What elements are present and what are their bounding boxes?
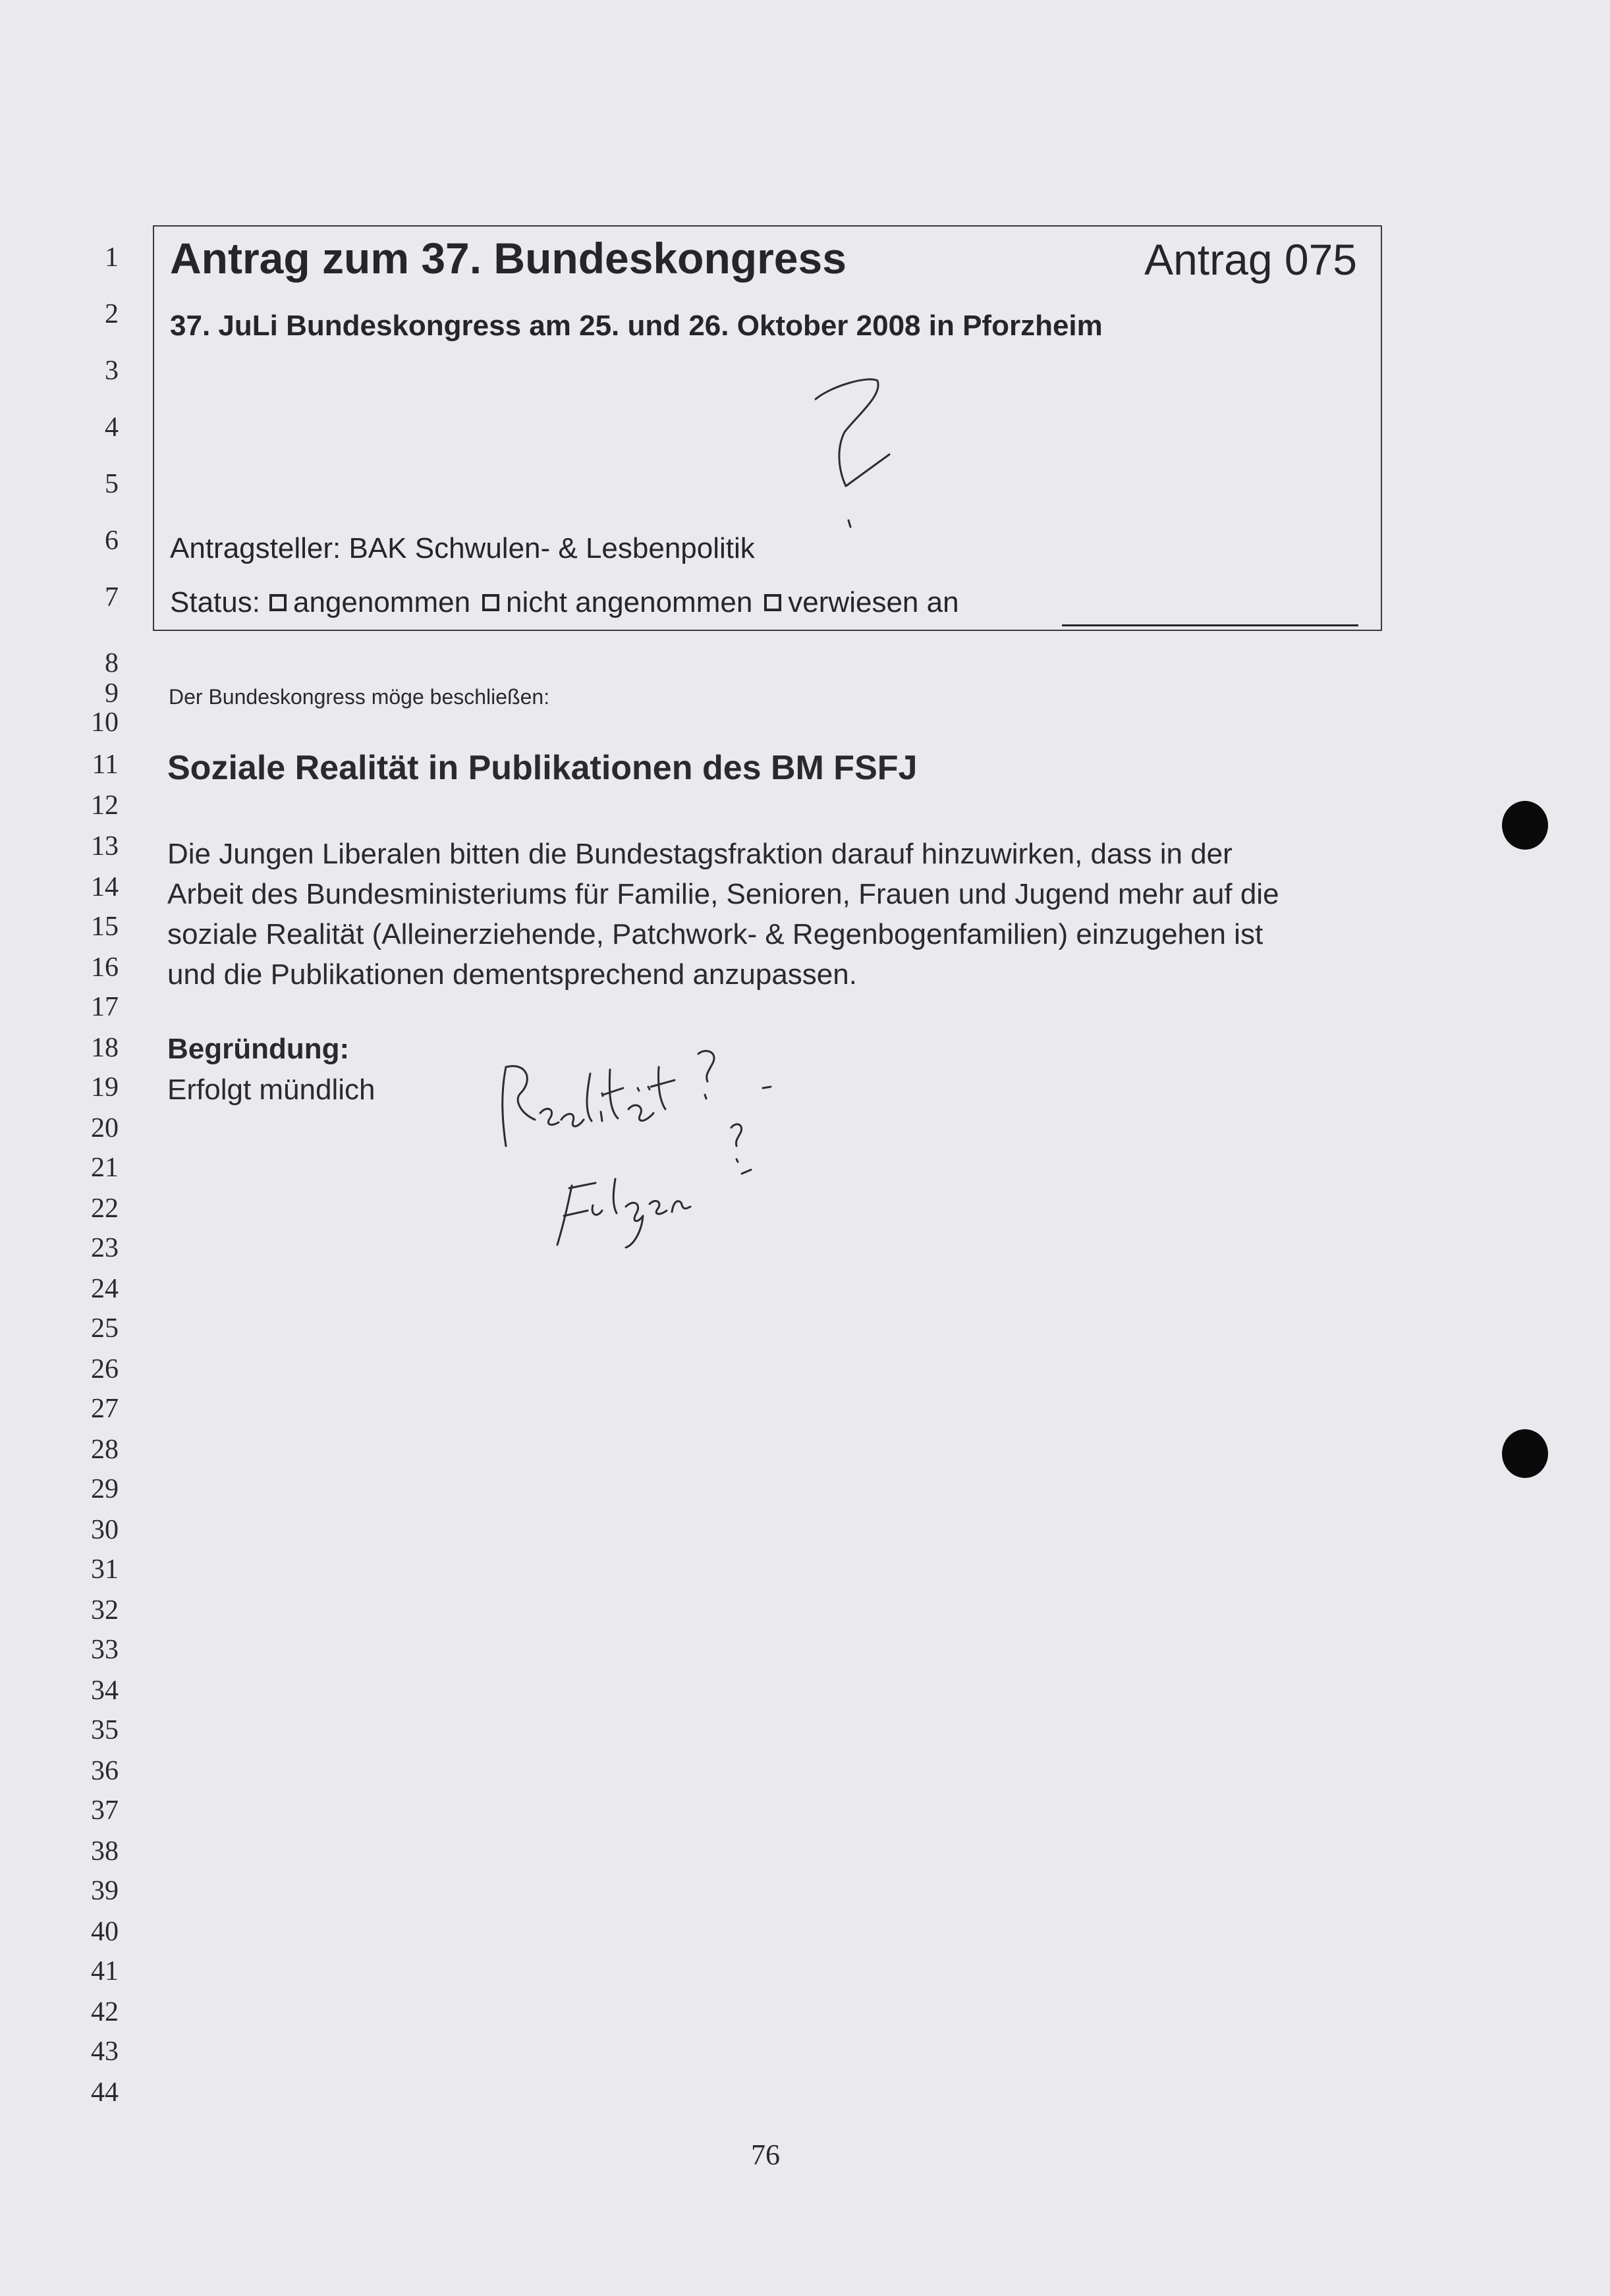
line-number: 15 <box>91 912 119 942</box>
line-number: 41 <box>91 1956 119 1986</box>
line-number: 37 <box>91 1795 119 1826</box>
line-number: 10 <box>91 707 119 738</box>
line-number: 33 <box>91 1635 119 1665</box>
handwriting-realitaet <box>503 1051 714 1146</box>
handwritten-mark <box>763 1087 771 1088</box>
line-number: 17 <box>91 992 119 1022</box>
reason-text: Erfolgt mündlich <box>167 1074 375 1106</box>
header-subtitle: 37. JuLi Bundeskongress am 25. und 26. Oktober 2008 in Pforzheim <box>170 310 1103 342</box>
line-number: 34 <box>91 1676 119 1706</box>
line-number: 36 <box>91 1756 119 1786</box>
line-number: 5 <box>105 469 119 499</box>
line-number: 21 <box>91 1153 119 1183</box>
resolution-intro: Der Bundeskongress möge beschließen: <box>169 685 550 709</box>
line-number: 9 <box>105 678 119 709</box>
line-number: 24 <box>91 1274 119 1304</box>
line-number: 13 <box>91 831 119 861</box>
line-number: 43 <box>91 2036 119 2067</box>
motion-number: Antrag 075 <box>1144 235 1357 284</box>
line-number: 27 <box>91 1394 119 1424</box>
punch-hole-top <box>1502 801 1548 850</box>
body-line: und die Publikationen dementsprechend anzupassen. <box>167 958 857 991</box>
line-number: 25 <box>91 1313 119 1344</box>
line-number: 1 <box>105 242 119 273</box>
status-option-accepted: angenommen <box>292 586 471 618</box>
line-number: 35 <box>91 1715 119 1745</box>
line-number: 3 <box>105 356 119 386</box>
line-number: 7 <box>105 582 119 613</box>
line-number: 22 <box>91 1193 119 1224</box>
line-number: 31 <box>91 1554 119 1585</box>
line-number: 29 <box>91 1474 119 1504</box>
line-number: 19 <box>91 1072 119 1103</box>
body-line: Die Jungen Liberalen bitten die Bundestagsfraktion darauf hinzuwirken, dass in der <box>167 838 1233 870</box>
line-number: 6 <box>105 526 119 556</box>
line-number: 16 <box>91 952 119 983</box>
line-number: 14 <box>91 872 119 902</box>
line-number: 42 <box>91 1997 119 2027</box>
line-number: 18 <box>91 1033 119 1063</box>
line-number: 30 <box>91 1515 119 1545</box>
line-number: 2 <box>105 299 119 329</box>
line-number: 32 <box>91 1595 119 1626</box>
line-number: 23 <box>91 1233 119 1263</box>
line-number: 26 <box>91 1354 119 1384</box>
handwritten-question-mark <box>816 379 889 486</box>
line-number: 12 <box>91 790 119 821</box>
header-title: Antrag zum 37. Bundeskongress <box>170 234 847 283</box>
body-line: Arbeit des Bundesministeriums für Familie, Senioren, Frauen und Jugend mehr auf die <box>167 878 1279 910</box>
punch-hole-bottom <box>1502 1429 1548 1478</box>
status-option-referred: verwiesen an <box>788 586 959 618</box>
reason-label: Begründung: <box>167 1033 350 1065</box>
line-number: 28 <box>91 1435 119 1465</box>
line-number: 38 <box>91 1836 119 1867</box>
page-number: 76 <box>751 2139 780 2171</box>
handwriting-folgen <box>557 1124 742 1247</box>
line-number: 4 <box>105 412 119 443</box>
status-option-not-accepted: nicht angenommen <box>506 586 753 618</box>
line-number: 20 <box>91 1113 119 1143</box>
line-number: 11 <box>92 750 119 780</box>
line-number: 39 <box>91 1876 119 1906</box>
body-line: soziale Realität (Alleinerziehende, Patchwork- & Regenbogenfamilien) einzugehen ist <box>167 918 1263 950</box>
line-number: 44 <box>91 2077 119 2108</box>
handwritten-dot <box>848 520 850 527</box>
line-number: 40 <box>91 1917 119 1947</box>
motion-title: Soziale Realität in Publikationen des BM FSFJ <box>167 749 918 787</box>
line-number: 8 <box>105 648 119 678</box>
status-label: Status: <box>170 586 260 618</box>
handwritten-mark <box>742 1170 751 1174</box>
applicant: Antragsteller: BAK Schwulen- & Lesbenpolitik <box>170 532 755 564</box>
